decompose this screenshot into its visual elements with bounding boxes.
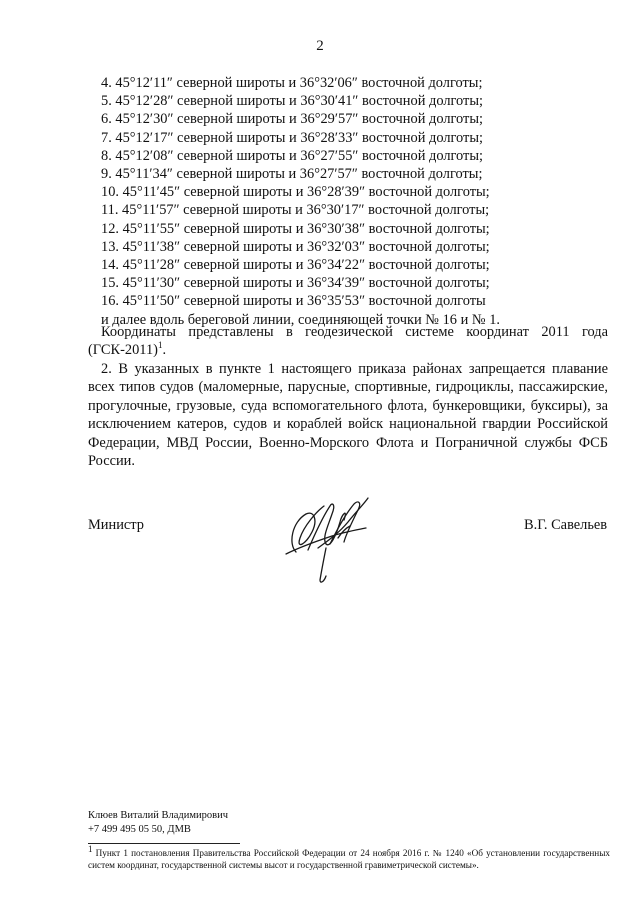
signatory-title: Министр: [88, 517, 144, 533]
coordinate-line: 13. 45°11′38″ северной широты и 36°32′03″ восточной долготы;: [101, 238, 490, 255]
coordinate-line: 9. 45°11′34″ северной широты и 36°27′57″ восточной долготы;: [101, 166, 483, 183]
coordinate-line: 15. 45°11′30″ северной широты и 36°34′39″ восточной долготы;: [101, 275, 490, 292]
footnote-divider: [88, 843, 240, 844]
coordinate-line: 5. 45°12′28″ северной широты и 36°30′41″ восточной долготы;: [101, 93, 484, 110]
coastline-line: и далее вдоль береговой линии, соединяющей точки № 16 и № 1.: [101, 311, 501, 328]
paragraph-2: 2. В указанных в пункте 1 настоящего приказа районах запрещается плавание всех типов судов (маломерные, парусные, спортивные, гидроциклы, пассажирские, прогулочные, грузовые, суда вспомогательного флота, бункеровщики, буксиры), за исключением катеров, судов и кораблей войск национальной гвардии Российской Федерации, МВД России, Военно-Морского Флота и Пограничной службы ФСБ России.: [88, 361, 608, 470]
coordinate-line: 12. 45°11′55″ северной широты и 36°30′38″ восточной долготы;: [101, 220, 490, 237]
signatory-name: В.Г. Савельев: [524, 517, 608, 533]
footnote: [88, 843, 610, 871]
contact-name: Клюев Виталий Владимирович: [88, 810, 229, 821]
coordinates-list: [101, 74, 500, 329]
footnote-mark: 1: [88, 843, 93, 854]
coordinate-line: 16. 45°11′50″ северной широты и 36°35′53″ восточной долготы: [101, 293, 486, 310]
coordinate-system-paragraph: Координаты представлены в геодезической системе координат 2011 года $(ГСК-2011)^1$.: [88, 324, 608, 359]
footnote-reference: 1: [157, 340, 163, 351]
coordinate-system-text: Координаты представлены в геодезической системе координат 2011 года (ГСК-2011): [88, 324, 608, 359]
coordinate-line: 4. 45°12′11″ северной широты и 36°32′06″ восточной долготы;: [101, 75, 483, 91]
coordinate-line: 7. 45°12′17″ северной широты и 36°28′33″ восточной долготы;: [101, 129, 484, 146]
page-number: 2: [316, 38, 324, 54]
contact-block: [88, 809, 228, 836]
coordinate-line: 14. 45°11′28″ северной широты и 36°34′22″ восточной долготы;: [101, 257, 490, 274]
coordinate-line: 10. 45°11′45″ северной широты и 36°28′39″ восточной долготы;: [101, 184, 490, 201]
coordinate-line: 6. 45°12′30″ северной широты и 36°29′57″ восточной долготы;: [101, 111, 484, 128]
coordinate-line: 11. 45°11′57″ северной широты и 36°30′17″ восточной долготы;: [101, 202, 490, 219]
footnote-text: Пункт 1 постановления Правительства Российской Федерации от 24 ноября 2016 г. № 1240 «Об установлении государственных систем координат, государственной системы высот и государственной гравиметрической системы».: [88, 848, 610, 870]
coordinate-line: 8. 45°12′08″ северной широты и 36°27′55″ восточной долготы;: [101, 147, 484, 164]
contact-phone: +7 499 495 05 50, ДМВ: [88, 823, 191, 835]
handwritten-signature: [278, 492, 374, 586]
